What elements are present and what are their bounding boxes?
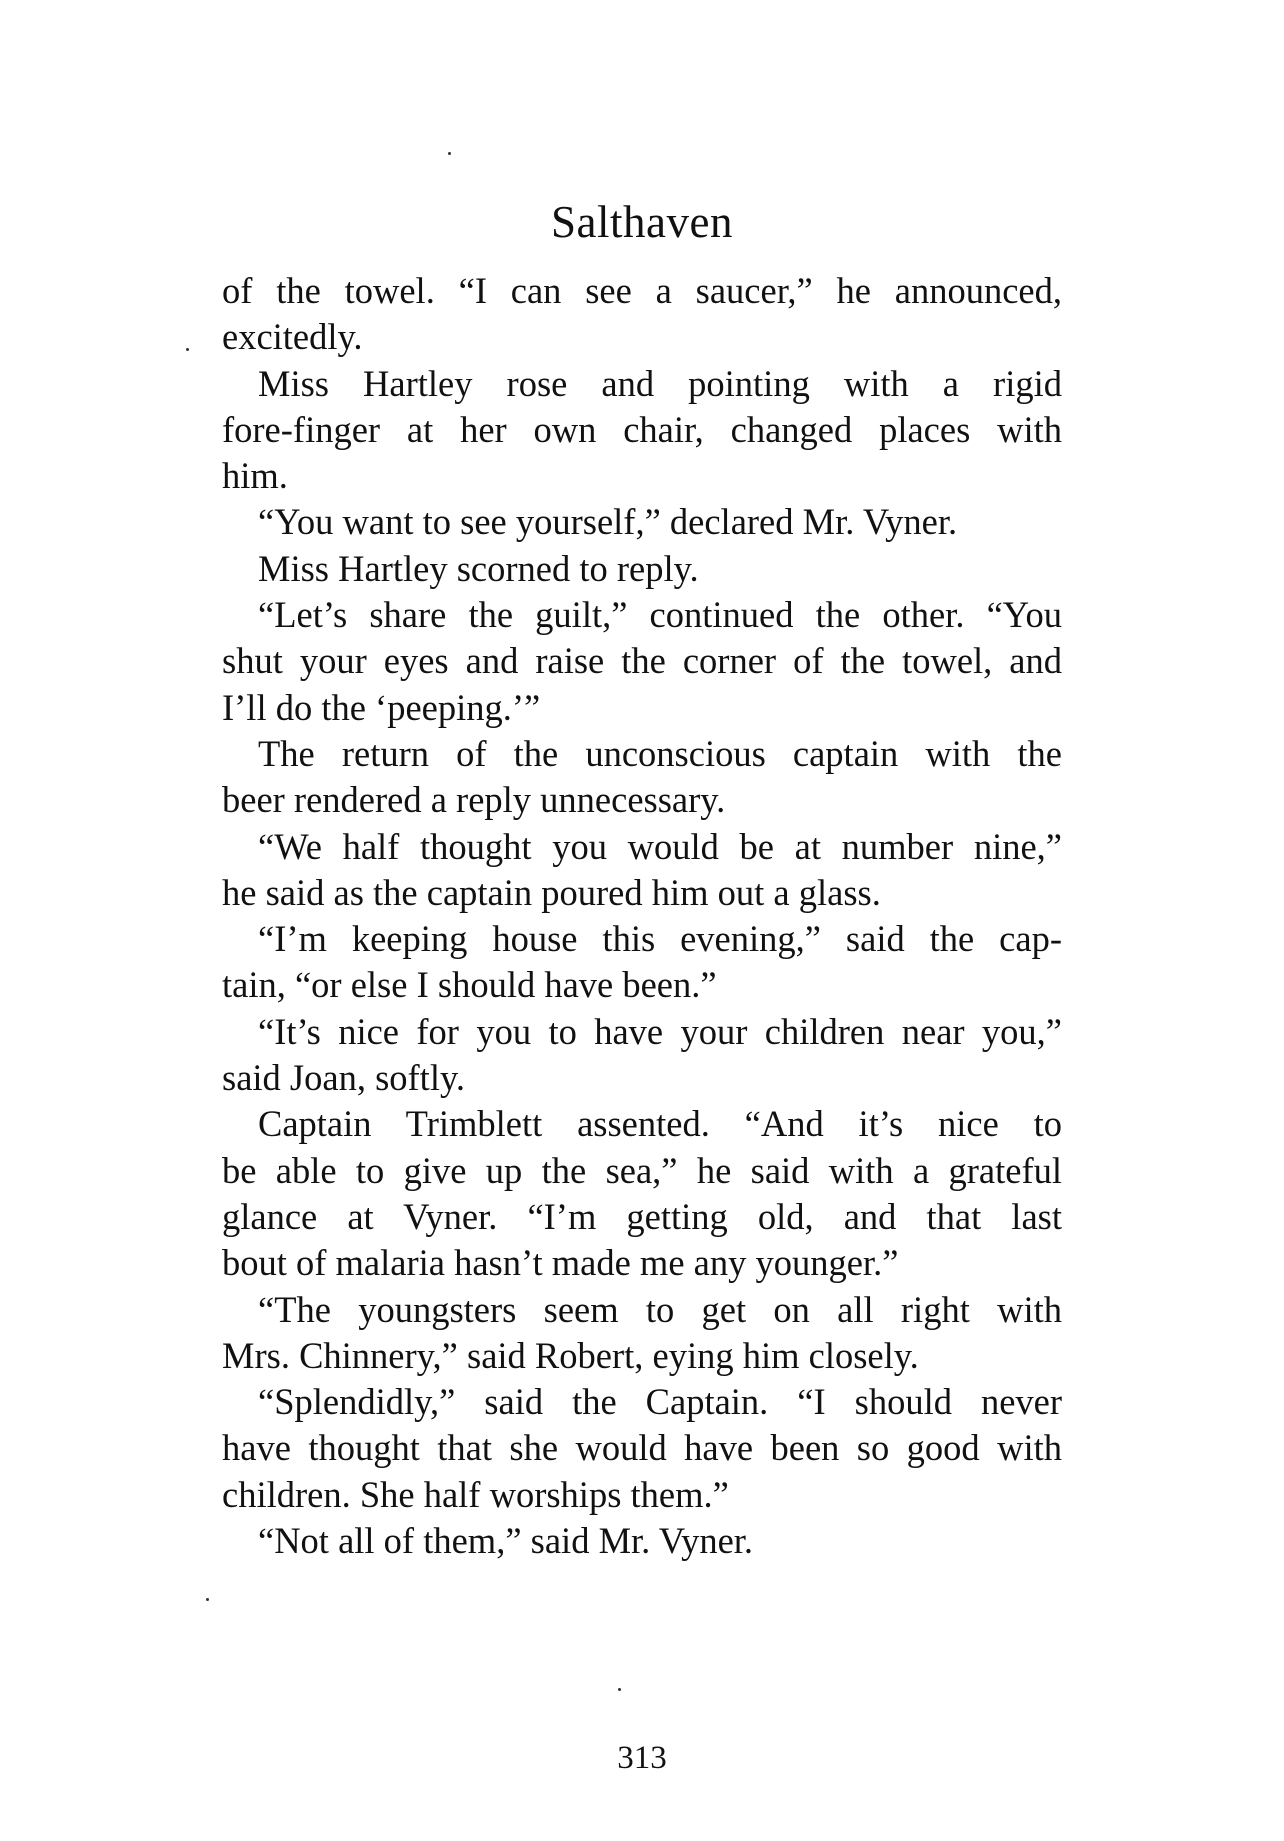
text-line: I’ll do the ‘peeping.’” — [222, 686, 541, 728]
text-line: “Splendidly,” said the Captain. “I should never — [258, 1381, 1062, 1423]
text-line: “The youngsters seem to get on all right with — [258, 1288, 1062, 1330]
scan-speck — [186, 348, 189, 351]
text-line: be able to give up the sea,” he said with a grateful — [222, 1149, 1062, 1191]
text-line: “You want to see yourself,” declared Mr. Vyner. — [258, 501, 958, 543]
scan-speck — [448, 152, 451, 155]
text-line: tain, “or else I should have been.” — [222, 964, 717, 1006]
text-line: of the towel. “I can see a saucer,” he announced, — [222, 270, 1062, 311]
text-line: “Not all of them,” said Mr. Vyner. — [258, 1520, 754, 1562]
text-line: have thought that she would have been so good with — [222, 1427, 1062, 1469]
text-line: “It’s nice for you to have your children near you,” — [258, 1010, 1062, 1052]
text-line: The return of the unconscious captain with the — [258, 732, 1062, 774]
scan-speck — [206, 1598, 209, 1601]
text-line: said Joan, softly. — [222, 1057, 465, 1099]
body-text — [222, 268, 1062, 1564]
text-line: shut your eyes and raise the corner of the towel, and — [222, 640, 1062, 682]
text-line: children. She half worships them.” — [222, 1473, 729, 1515]
text-line: Captain Trimblett assented. “And it’s nice to — [258, 1103, 1062, 1145]
text-line: he said as the captain poured him out a glass. — [222, 871, 881, 913]
text-line: Mrs. Chinnery,” said Robert, eying him closely. — [222, 1334, 919, 1376]
scan-speck — [618, 1688, 621, 1691]
text-line: him. — [222, 455, 288, 497]
text-line: glance at Vyner. “I’m getting old, and that last — [222, 1195, 1062, 1237]
text-line: “I’m keeping house this evening,” said the cap- — [258, 918, 1062, 960]
text-line: Miss Hartley rose and pointing with a rigid — [258, 362, 1062, 404]
running-head: Salthaven — [551, 197, 733, 247]
text-line: “We half thought you would be at number nine,” — [258, 825, 1062, 867]
text-line: fore-finger at her own chair, changed places with — [222, 408, 1062, 450]
text-line: excitedly. — [222, 316, 363, 358]
text-line: “Let’s share the guilt,” continued the other. “You — [258, 594, 1062, 636]
text-line: beer rendered a reply unnecessary. — [222, 779, 726, 821]
text-line: bout of malaria hasn’t made me any younger.” — [222, 1242, 899, 1284]
page-number: 313 — [617, 1740, 667, 1776]
text-line: Miss Hartley scorned to reply. — [258, 547, 699, 589]
